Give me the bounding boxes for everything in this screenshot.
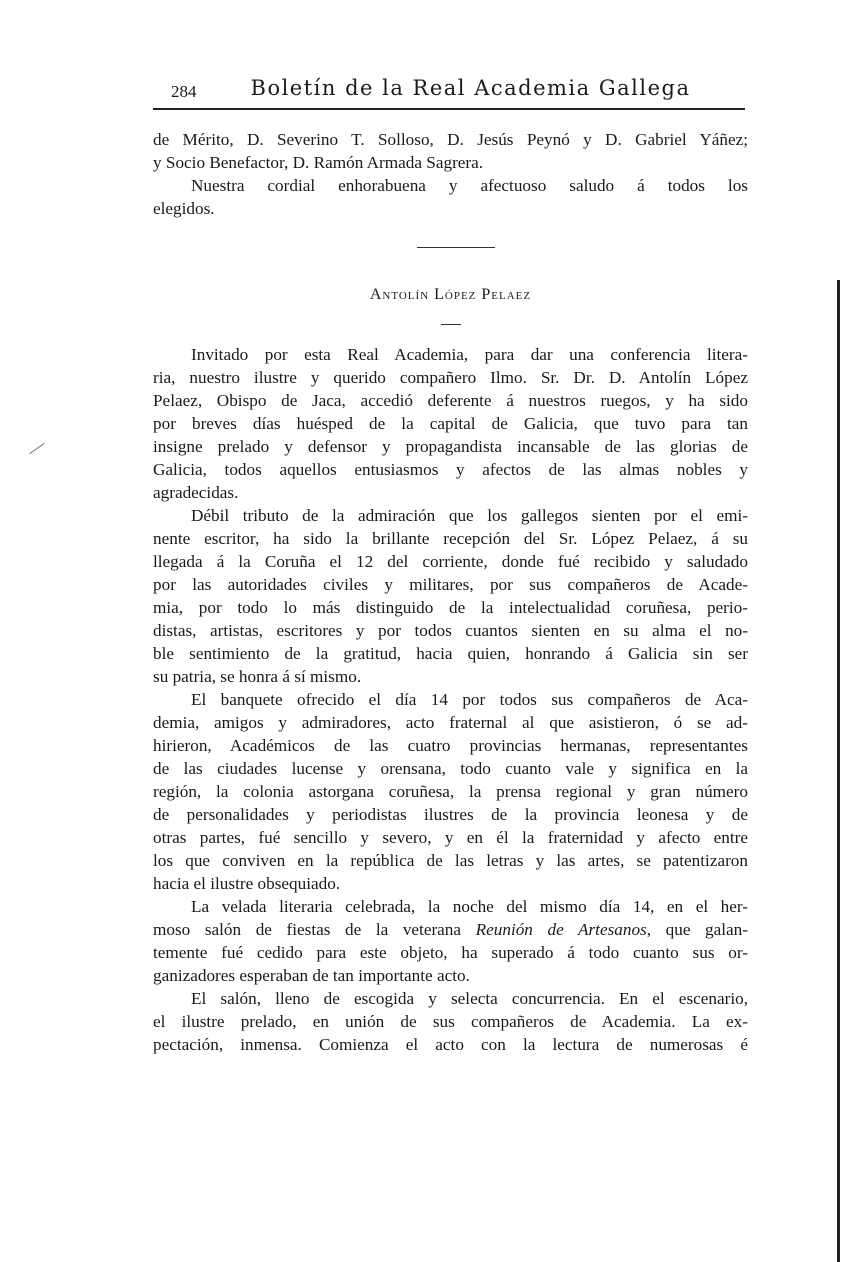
paragraph (153, 128, 748, 174)
header-rule (153, 108, 745, 110)
paragraph (153, 688, 748, 895)
text-line: El banquete ofrecido el día 14 por todos sus compañeros de Aca- (191, 690, 748, 709)
text-line: elegidos. (153, 199, 215, 218)
text-line: región, la colonia astorgana coruñesa, la prensa regional y gran número (153, 782, 748, 801)
intro-text (153, 128, 748, 220)
text-line: Galicia, todos aquellos entusiasmos y afectos de las almas nobles y (153, 460, 748, 479)
text-line: hirieron, Académicos de las cuatro provincias hermanas, representantes (153, 736, 748, 755)
paragraph (153, 343, 748, 504)
text-line: ganizadores esperaban de tan importante acto. (153, 966, 470, 985)
scan-page-edge (837, 280, 840, 1262)
paragraph (153, 987, 748, 1056)
text-line: temente fué cedido para este objeto, ha superado á todo cuanto sus or- (153, 943, 748, 962)
text-line: por breves días huésped de la capital de Galicia, que tuvo para tan (153, 414, 748, 433)
text-line: su patria, se honra á sí mismo. (153, 667, 362, 686)
article-title: Antolín López Pelaez (369, 286, 532, 303)
text-line: demia, amigos y admiradores, acto fraternal al que asistieron, ó se ad- (153, 713, 748, 732)
text-line: agradecidas. (153, 483, 239, 502)
text-line: pectación, inmensa. Comienza el acto con la lectura de numerosas é (153, 1035, 748, 1054)
paragraph (153, 504, 748, 688)
italic-title: Reunión de Artesanos (475, 920, 647, 939)
text-line: llegada á la Coruña el 12 del corriente, donde fué recibido y saludado (153, 552, 748, 571)
text-line: de las ciudades lucense y orensana, todo cuanto vale y significa en la (153, 759, 748, 778)
paragraph (153, 895, 748, 987)
text-line: ria, nuestro ilustre y querido compañero Ilmo. Sr. Dr. D. Antolín López (153, 368, 748, 387)
text-line: nente escritor, ha sido la brillante recepción del Sr. López Pelaez, á su (153, 529, 748, 548)
running-title: Boletín de la Real Academia Gallega (250, 76, 691, 100)
running-header (153, 76, 748, 108)
text-line: de Mérito, D. Severino T. Solloso, D. Jesús Peynó y D. Gabriel Yáñez; (153, 130, 748, 149)
text-line: El salón, lleno de escogida y selecta concurrencia. En el escenario, (191, 989, 748, 1008)
text-line: Nuestra cordial enhorabuena y afectuoso saludo á todos los (191, 176, 748, 195)
text-span: moso salón de fiestas de la veterana (153, 920, 476, 939)
section-divider (417, 247, 495, 248)
text-line: La velada literaria celebrada, la noche del mismo día 14, en el her- (191, 897, 748, 916)
text-line: el ilustre prelado, en unión de sus compañeros de Academia. La ex- (153, 1012, 748, 1031)
text-line: de personalidades y periodistas ilustres de la provincia leonesa y de (153, 805, 748, 824)
text-line: insigne prelado y defensor y propagandista incansable de las glorias de (153, 437, 748, 456)
article-body (153, 343, 748, 1056)
text-line: los que conviven en la república de las letras y las artes, se patentizaron (153, 851, 748, 870)
page-number: 284 (171, 82, 197, 101)
title-divider (441, 324, 461, 325)
text-line: Débil tributo de la admiración que los gallegos sienten por el emi- (191, 506, 748, 525)
text-line (153, 918, 748, 941)
text-line: distas, artistas, escritores y por todos cuantos sienten en su alma el no- (153, 621, 748, 640)
text-line: mia, por todo lo más distinguido de la intelectualidad coruñesa, perio- (153, 598, 748, 617)
text-line: y Socio Benefactor, D. Ramón Armada Sagrera. (153, 153, 484, 172)
paragraph (153, 174, 748, 220)
text-line: Invitado por esta Real Academia, para dar una conferencia litera- (191, 345, 748, 364)
scan-mark (29, 443, 44, 454)
text-line: ble sentimiento de la gratitud, hacia quien, honrando á Galicia sin ser (153, 644, 748, 663)
text-line: otras partes, fué sencillo y severo, y en él la fraternidad y afecto entre (153, 828, 748, 847)
text-span: , que galan- (646, 920, 748, 939)
text-line: Pelaez, Obispo de Jaca, accedió deferente á nuestros ruegos, y ha sido (153, 391, 748, 410)
text-line: por las autoridades civiles y militares, por sus compañeros de Acade- (153, 575, 748, 594)
text-line: hacia el ilustre obsequiado. (153, 874, 341, 893)
